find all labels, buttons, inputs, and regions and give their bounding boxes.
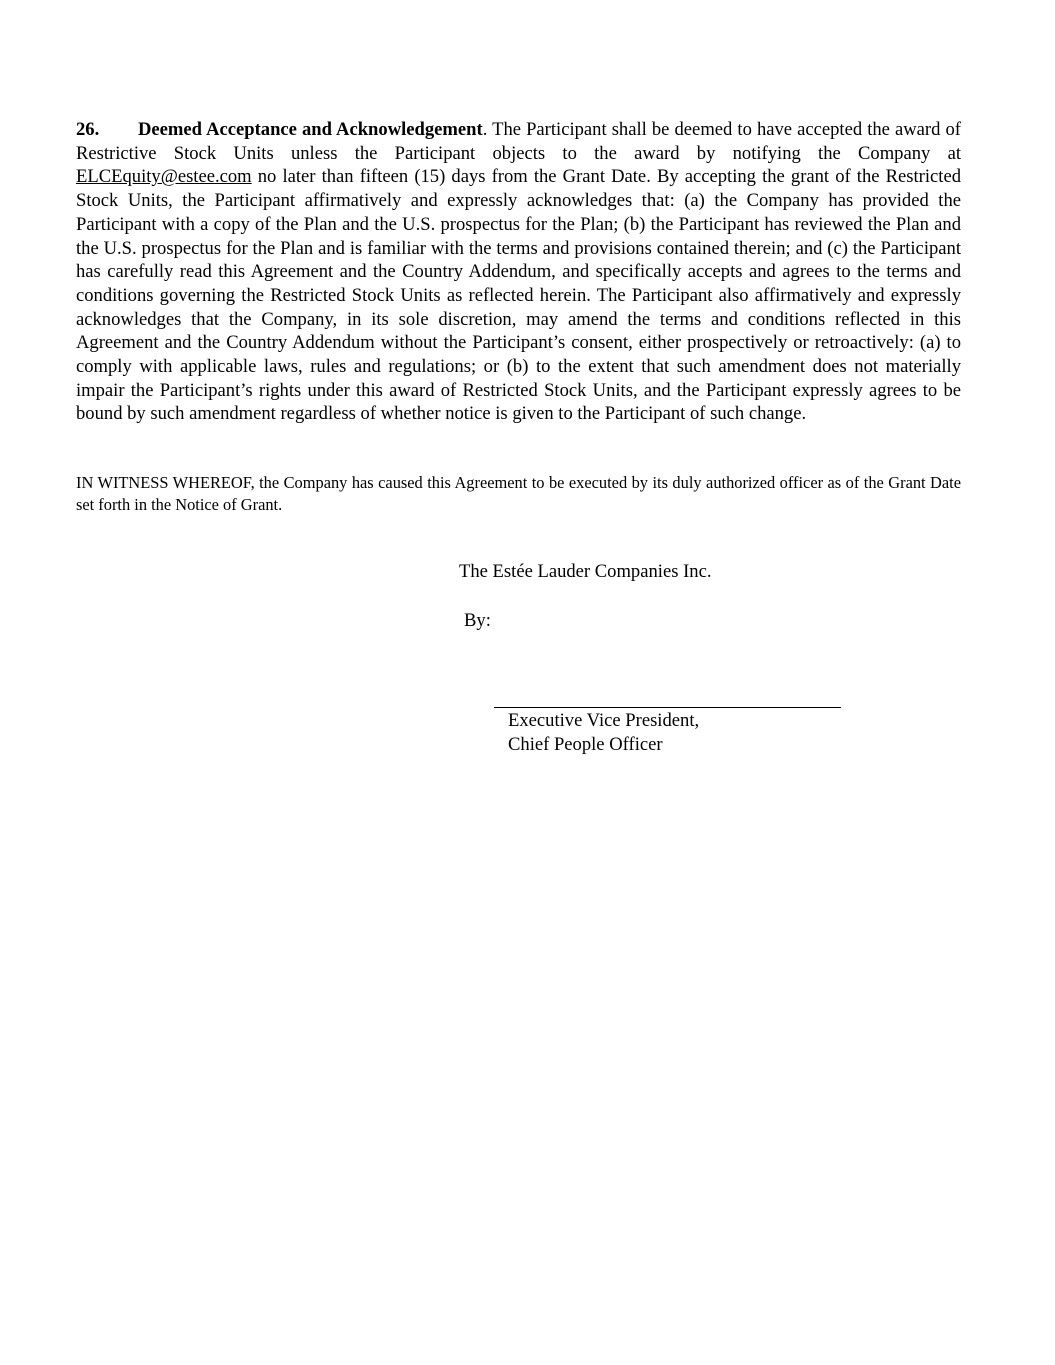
signer-title-line-1: Executive Vice President, (508, 710, 700, 731)
section-text-before-link: . The Participant shall be deemed to have accepted the award of Restrictive Stock Units unless the Participant objects to the award by notifying the Company at (76, 119, 961, 164)
email-link[interactable]: ELCEquity@estee.com (76, 166, 252, 188)
section-text-after-link: no later than fifteen (15) days from the Grant Date. By accepting the grant of the Restricted Stock Units, the Participant affirmatively and expressly acknowledges that: (a) the Company has provided the Participant with a copy of the Plan and the U.S. prospectus for the Plan; (b) the Participant has reviewed the Plan and the U.S. prospectus for the Plan and is familiar with the terms and provisions contained therein; and (c) the Participant has carefully read this Agreement and the Country Addendum, and specifically accepts and agrees to the terms and conditions governing the Restricted Stock Units as reflected herein. The Participant also affirmatively and expressly acknowledges that the Company, in its sole discretion, may amend the terms and conditions reflected in this Agreement and the Country Addendum without the Participant’s consent, either prospectively or retroactively: (a) to comply with applicable laws, rules and regulations; or (b) to the extent that such amendment does not materially impair the Participant’s rights under this award of Restricted Stock Units, and the Participant expressly agrees to be bound by such amendment regardless of whether notice is given to the Participant of such change. (76, 166, 961, 425)
signer-block (508, 709, 699, 757)
by-label: By: (464, 610, 491, 631)
section-heading: Deemed Acceptance and Acknowledgement (138, 119, 483, 140)
section-number: 26. (76, 119, 100, 140)
company-name: The Estée Lauder Companies Inc. (459, 561, 712, 582)
witness-paragraph: IN WITNESS WHEREOF, the Company has caused this Agreement to be executed by its duly authorized officer as of the Grant Date set forth in the Notice of Grant. (76, 473, 961, 514)
signature-line (494, 707, 841, 708)
signer-title-line-2: Chief People Officer (508, 734, 663, 755)
section-26 (76, 118, 961, 426)
